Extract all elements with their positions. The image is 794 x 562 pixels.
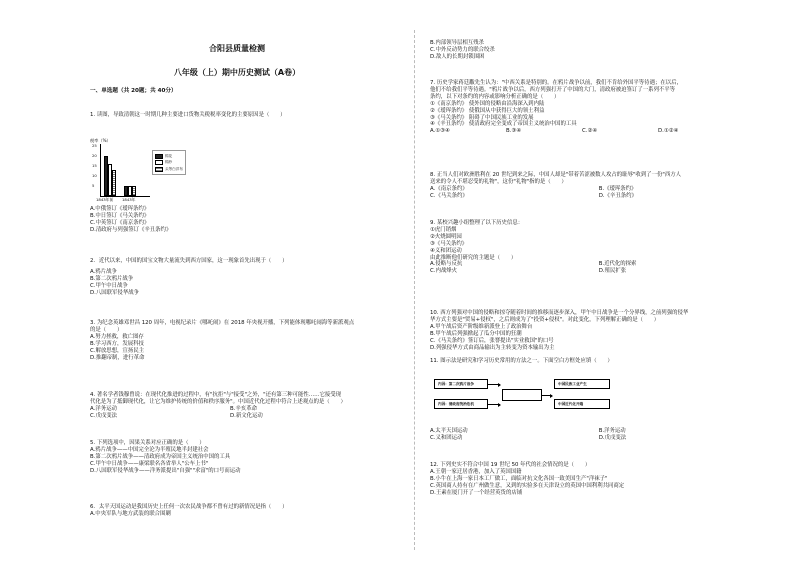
- option-b[interactable]: B.《瑷珲条约》: [598, 185, 637, 192]
- option-row: [430, 186, 736, 193]
- option-a[interactable]: A.甲午战后资产阶级维新派登上了政治舞台: [430, 323, 533, 330]
- chart-tick: 5: [92, 183, 95, 188]
- chart-x-label: 1843年: [122, 197, 136, 202]
- option-a[interactable]: A.鸦片战争——中国完全沦为半殖民地半封建社会: [90, 446, 209, 453]
- option-b[interactable]: B.小牛在上海一家日本工厂做工，面临对抗文化各国一致美国生产"洋袜子": [430, 475, 608, 482]
- question-stem: 1. 读图，导致清朝这一时期几种主要进口货物关税税率变化的主要原因是（ ）: [90, 112, 286, 118]
- statement-item: ③《马关条约》 阻碍了中国民族工业的发展: [430, 114, 534, 121]
- question-stem-cont: 条约，以下对条约的内容或影响分析正确的是（ ）: [430, 93, 560, 100]
- chart-bar: [112, 170, 116, 196]
- option-d[interactable]: D.八国联军侵华战争——洋务派提出"自强""求富"的口号而运动: [90, 467, 241, 474]
- option-b[interactable]: B.内部领导层相互残杀: [430, 40, 484, 46]
- diagram-arrow: [488, 404, 500, 405]
- statement-item: ②《瑷珲条约》 使俄国从中获得巨大的领土利益: [430, 107, 545, 114]
- diagram-box: 中国民族工业产生: [554, 379, 610, 389]
- question-1-options: [90, 206, 396, 234]
- question-stem: 12. 下列史实不符合中国 19 世纪 50 年代的社会情况的是（ ）: [430, 462, 591, 468]
- question-stem: 5. 下列选项中，因果关系对应正确的是（ ）: [90, 440, 205, 446]
- question-7: [430, 80, 736, 135]
- option-a[interactable]: A.中央军队与地方武装的联合围剿: [90, 510, 171, 517]
- option-row: [90, 413, 396, 420]
- option-d[interactable]: D.清政府与列强签订《辛丑条约》: [90, 226, 172, 233]
- option-c[interactable]: C.中英签订《南京条约》: [90, 219, 150, 226]
- chart-ylabel: 税率（%）: [90, 138, 111, 143]
- question-ask: 由此推断他们研究的主题是（ ）: [430, 254, 517, 261]
- info-item: ①虎门销烟: [430, 226, 457, 233]
- option-c[interactable]: C.义和团运动: [430, 434, 463, 441]
- statement-item: ①《南京条约》 使外国的侵略由沿海深入到内陆: [430, 100, 545, 107]
- question-6: [90, 504, 396, 518]
- question-stem-cont: 他们不给我们平等待遇。"鸦片战争以后，西方列强打开了中国的大门，清政府被迫签订了一系列不平等: [430, 86, 676, 93]
- question-stem: 7. 历史学家蒋廷黻先生认为："中西关系是特别的。在鸦片战争以前，我们不肯给外国平等待遇；在以后，: [430, 80, 682, 86]
- chart-x-label: 1843年前: [96, 197, 114, 202]
- option-d[interactable]: D.《辛丑条约》: [598, 192, 637, 199]
- diagram-box: 中国近代化开端: [554, 399, 610, 409]
- question-5: [90, 440, 396, 475]
- option-d[interactable]: D.王素在厦门开了一个经营英货的店铺: [430, 489, 523, 496]
- question-stem: 4. 著名学者钱穆曾说：在现代化推进的过程中，有"抗拒"与"接受"之外，"还有第三种可能性……它接受现: [90, 392, 342, 398]
- option-d[interactable]: D.①②④: [658, 128, 679, 135]
- option-row: [430, 261, 736, 268]
- legend-item: 棉纱: [155, 160, 183, 165]
- option-d[interactable]: D.殖民扩张: [598, 268, 627, 275]
- option-d[interactable]: D.推翻帝制，进行革命: [90, 354, 145, 361]
- option-row: [430, 128, 736, 135]
- diagram-blank-box: [502, 389, 542, 401]
- option-c[interactable]: C.戊戌变法: [90, 412, 118, 419]
- question-10: [430, 310, 736, 351]
- option-d[interactable]: D.戊戌变法: [598, 434, 627, 441]
- chart-legend: [152, 150, 186, 175]
- option-d[interactable]: D.敌人的长期封锁围困: [430, 53, 485, 60]
- right-column: [430, 0, 748, 562]
- question-6-continued: [430, 40, 736, 61]
- question-9: [430, 220, 736, 275]
- option-a[interactable]: A.鸦片战争: [90, 268, 117, 275]
- question-stem: 10. 西方列强对中国的侵略和掠夺随着时间的推移而逐步深入，甲午中日战争是一个分界线，之前列强的侵华: [430, 310, 689, 316]
- chart-y-axis: [100, 144, 101, 196]
- option-a[interactable]: A.《南京条约》: [430, 185, 468, 192]
- question-stem-cont: 的是（ ）: [90, 326, 123, 333]
- info-item: ②火烧圆明园: [430, 233, 462, 240]
- question-stem: 11. 图示法是研究和学习历史常用的方法之一。下面空白方框处应填（ ）: [430, 358, 613, 364]
- option-b[interactable]: B.近代化的探索: [598, 261, 637, 268]
- question-stem: 9. 某校兴趣小组整理了以下历史信息：: [430, 220, 524, 226]
- option-c[interactable]: C.《马关条约》: [430, 192, 468, 199]
- option-a[interactable]: A.洋务运动: [90, 405, 117, 412]
- question-12: [430, 462, 736, 497]
- tariff-bar-chart: [90, 138, 210, 204]
- option-a[interactable]: A.王朝一家迁居香港，加入了英国国籍: [430, 468, 522, 475]
- option-b[interactable]: B.第二次鸦片战争——清政府成为帝国主义统治中国的工具: [90, 453, 231, 460]
- option-c[interactable]: C.内战烽火: [430, 268, 458, 275]
- question-stem-cont: 送来的令人不堪忍受的礼物"，这份"礼物"指的是（ ）: [430, 178, 567, 185]
- legend-item: 头等白洋布: [155, 167, 183, 172]
- diagram-box: 内因：清政府统治危机: [434, 399, 488, 409]
- info-item: ④义和团运动: [430, 247, 462, 254]
- question-11: [430, 358, 736, 365]
- question-3: [90, 320, 396, 361]
- option-row: [430, 193, 736, 200]
- flow-diagram: [430, 377, 620, 421]
- statement-item: ④《辛丑条约》 使清政府完全变成了帝国主义统治中国的工具: [430, 121, 577, 128]
- option-a[interactable]: A.侵略与反抗: [430, 261, 463, 268]
- option-b[interactable]: B.中日签订《马关条约》: [90, 212, 150, 219]
- option-b[interactable]: B.甲午战后列强掀起了瓜分中国的狂潮: [430, 330, 522, 337]
- option-a[interactable]: A.努力拯救，救亡图存: [90, 333, 144, 340]
- option-a[interactable]: A.太平天国运动: [430, 428, 468, 434]
- option-d[interactable]: D.列强侵华方式由商品输出为主转变为资本输出为主: [430, 344, 555, 351]
- option-c[interactable]: C.《马关条约》签订后，张謇提出"实业救国"的口号: [430, 337, 554, 344]
- option-c[interactable]: C.甲午中日战争: [90, 282, 128, 289]
- option-d[interactable]: D.八国联军侵华战争: [90, 289, 139, 296]
- info-item: ③《马关条约》: [430, 240, 468, 247]
- fold-line: [414, 30, 415, 550]
- legend-item: 棉花: [155, 154, 183, 159]
- option-row: [430, 428, 736, 435]
- option-row: [430, 435, 736, 442]
- question-4: [90, 392, 396, 420]
- section-heading: 一、单选题（共 20题；共 40分）: [90, 88, 177, 94]
- option-b[interactable]: B.辛亥革命: [230, 405, 257, 412]
- chart-bar: [132, 186, 136, 196]
- exam-title: 合阳县质量检测: [209, 44, 265, 53]
- option-d[interactable]: D.新文化运动: [230, 412, 263, 419]
- question-stem: 6．太平天国运动是我国历史上任何一次农民战争都不曾有过的新情况是指（ ）: [90, 504, 288, 510]
- left-column: [78, 0, 396, 562]
- chart-tick: 10: [92, 173, 97, 178]
- option-a[interactable]: A.①③④: [430, 128, 450, 135]
- question-8: [430, 172, 736, 200]
- question-11-options: [430, 428, 736, 442]
- option-b[interactable]: B.第二次鸦片战争: [90, 275, 134, 282]
- question-stem-cont: 华方式主要是"贸易+侵权"，之后则成为了"投资+侵权"。对此变化，下列理解正确的是（ ）: [430, 316, 660, 323]
- option-c[interactable]: C.②④: [582, 128, 598, 135]
- chart-tick: 20: [92, 153, 97, 158]
- question-2: [90, 258, 396, 297]
- option-b[interactable]: B.洋务运动: [598, 428, 626, 434]
- diagram-box: 内因：第二次鸦片战争: [434, 379, 488, 389]
- question-stem-cont: 代化是为了抵御现代化，让它为维护传统的价值和秩序服务"。中国近代化过程中符合上述观点的是（ ）: [90, 398, 346, 405]
- option-b[interactable]: B.③④: [506, 128, 522, 135]
- question-stem: 8. 正当人们对欧洲胜利在 20 世纪到来之际，中国人却是"带着苦涩被数人攻占的耻辱"收到了一份"西方人: [430, 172, 681, 178]
- question-stem: 3. 为纪念英雄邓世昌 120 周年，电视纪录片《哪吒闹》在 2018 年央视开播，下列能体现哪吒闹海等新派观点: [90, 320, 355, 326]
- exam-subtitle: 八年级（上）期中历史测试（A卷）: [173, 68, 301, 77]
- diagram-arrow: [542, 395, 552, 396]
- chart-tick: 15: [92, 163, 97, 168]
- option-row: [430, 268, 736, 275]
- option-b[interactable]: B.学习西方，发展科技: [90, 340, 144, 347]
- option-c[interactable]: C.英国商人持有在广州做生意，又到的实验多在天津设立的英国中国利利共同商定: [430, 482, 625, 489]
- chart-tick: 25: [92, 143, 97, 148]
- option-c[interactable]: C.解放思想，宣扬民主: [90, 347, 144, 354]
- option-row: [90, 406, 396, 413]
- option-c[interactable]: C.甲午中日战争——康梁联名各省举人"公车上书": [90, 460, 209, 467]
- diagram-arrow: [488, 384, 500, 385]
- question-1: [90, 112, 396, 119]
- option-a[interactable]: A.中俄签订《瑷珲条约》: [90, 206, 150, 212]
- option-c[interactable]: C.中外反动势力的联合绞杀: [430, 46, 495, 53]
- question-stem: 2．近代以来，中国的国宝文物大量流失到西方国家，这一现象首先出现于（ ）: [90, 258, 288, 264]
